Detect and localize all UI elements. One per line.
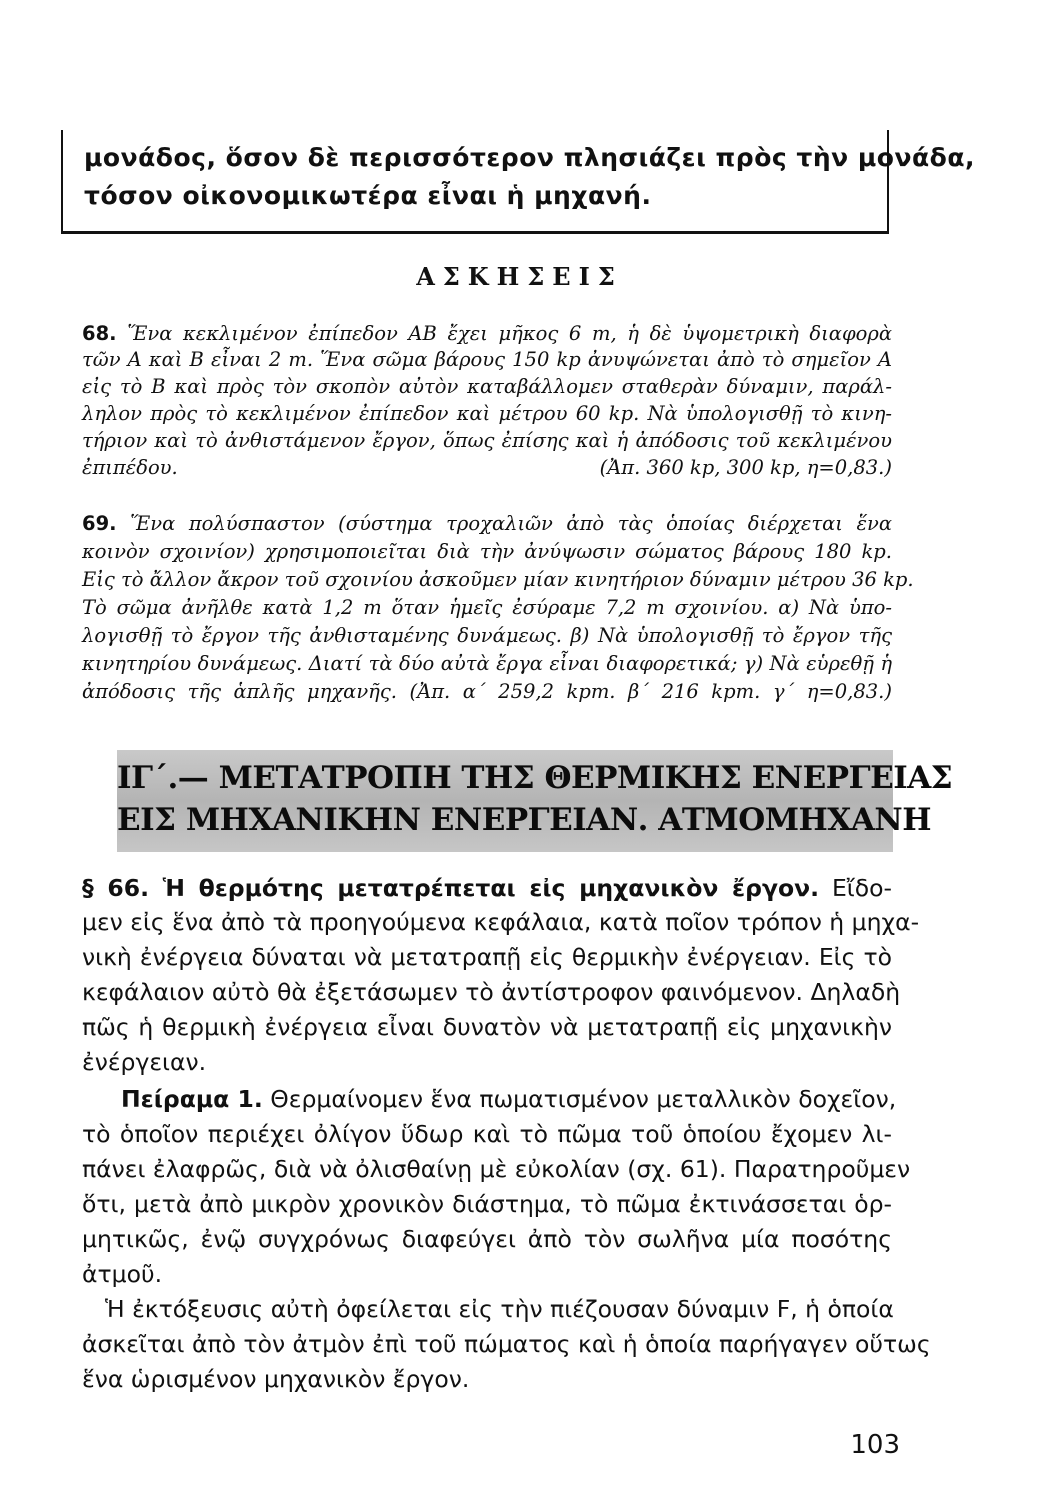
- exercise-69-line: λογισθῇ τὸ ἔργον τῆς ἀνθισταμένης δυνάμεως. β) Νὰ ὑπολογισθῇ τὸ ἔργον τῆς: [82, 624, 892, 647]
- section-66-line: πῶς ἡ θερμικὴ ἐνέργεια εἶναι δυνατὸν νὰ μετατραπῇ εἰς μηχανικὴν: [82, 1013, 892, 1041]
- exercise-68-line: τήριον καὶ τὸ ἀνθιστάμενον ἔργον, ὅπως ἐπίσης καὶ ἡ ἀπόδοσις τοῦ κεκλιμένου: [82, 429, 892, 452]
- exercise-69-number: 69.: [82, 512, 117, 535]
- top-box-line-2: τόσον οἰκονομικωτέρα εἶναι ἡ μηχανή.: [84, 181, 652, 210]
- experiment-1-line: πάνει ἐλαφρῶς, διὰ νὰ ὀλισθαίνῃ μὲ εὐκολίαν (σχ. 61). Παρατηροῦμεν: [82, 1155, 911, 1183]
- exercise-68-line: 68. Ἕνα κεκλιμένον ἐπίπεδον ΑΒ ἔχει μῆκος 6 m, ἡ δὲ ὑψομετρικὴ διαφορὰ: [82, 322, 892, 345]
- exercises-heading: ΑΣΚΗΣΕΙΣ: [416, 262, 623, 291]
- experiment-1-line: τὸ ὁποῖον περιέχει ὀλίγον ὕδωρ καὶ τὸ πῶμα τοῦ ὁποίου ἔχομεν λι-: [82, 1120, 892, 1148]
- section-66-line: ἐνέργειαν.: [82, 1048, 207, 1076]
- final-paragraph-line: Ἡ ἐκτόξευσις αὐτὴ ὀφείλεται εἰς τὴν πιέζουσαν δύναμιν F, ἡ ὁποία: [105, 1295, 894, 1323]
- section-66-heading: § 66. Ἡ θερμότης μετατρέπεται εἰς μηχανικὸν ἔργον.: [82, 874, 820, 902]
- exercise-68-line: τῶν Α καὶ Β εἶναι 2 m. Ἕνα σῶμα βάρους 150 kp ἀνυψώνεται ἀπὸ τὸ σημεῖον Α: [82, 348, 892, 371]
- section-66-line: νικὴ ἐνέργεια δύναται νὰ μετατραπῇ εἰς θερμικὴν ἐνέργειαν. Εἰς τὸ: [82, 943, 892, 971]
- exercise-68-last-line: ἐπιπέδου. (Ἀπ. 360 kp, 300 kp, η=0,83.): [82, 456, 892, 479]
- exercise-68-line: ληλον πρὸς τὸ κεκλιμένον ἐπίπεδον καὶ μέτρου 60 kp. Νὰ ὑπολογισθῇ τὸ κινη-: [82, 402, 892, 425]
- chapter-title-line-2: ΕΙΣ ΜΗΧΑΝΙΚΗΝ ΕΝΕΡΓΕΙΑΝ. ΑΤΜΟΜΗΧΑΝΗ: [117, 802, 932, 838]
- final-paragraph-line: ἀσκεῖται ἀπὸ τὸν ἀτμὸν ἐπὶ τοῦ πώματος καὶ ἡ ὁποία παρήγαγεν οὕτως: [82, 1330, 931, 1358]
- experiment-1-line: ἀτμοῦ.: [82, 1260, 163, 1288]
- section-66-line: μεν εἰς ἕνα ἀπὸ τὰ προηγούμενα κεφάλαια, κατὰ ποῖον τρόπον ἡ μηχα-: [82, 908, 920, 936]
- section-66-line: κεφάλαιον αὐτὸ θὰ ἐξετάσωμεν τὸ ἀντίστροφον φαινόμενον. Δηλαδὴ: [82, 978, 901, 1006]
- experiment-1-line: Πείραμα 1. Θερμαίνομεν ἕνα πωματισμένον μεταλλικὸν δοχεῖον,: [121, 1085, 897, 1113]
- page-number: 103: [850, 1430, 900, 1460]
- exercise-69-line: ἀπόδοσις τῆς ἁπλῆς μηχανῆς. (Ἀπ. α΄ 259,2 kpm. β΄ 216 kpm. γ΄ η=0,83.): [82, 680, 892, 703]
- exercise-68-answer: (Ἀπ. 360 kp, 300 kp, η=0,83.): [599, 456, 892, 479]
- experiment-1-line: μητικῶς, ἐνῷ συγχρόνως διαφεύγει ἀπὸ τὸν σωλῆνα μία ποσότης: [82, 1225, 892, 1253]
- final-paragraph-line: ἕνα ὡρισμένον μηχανικὸν ἔργον.: [82, 1365, 470, 1393]
- chapter-banner: [117, 750, 953, 852]
- experiment-1-label: Πείραμα 1.: [121, 1085, 263, 1113]
- exercise-69-line: 69. Ἕνα πολύσπαστον (σύστημα τροχαλιῶν ἀπὸ τὰς ὁποίας διέρχεται ἕνα: [82, 512, 892, 535]
- exercise-68-number: 68.: [82, 322, 117, 345]
- exercise-69-line: κινητηρίου δυνάμεως. Διατί τὰ δύο αὐτὰ ἔργα εἶναι διαφορετικά; γ) Νὰ εὑρεθῇ ἡ: [82, 652, 892, 675]
- top-box-line-1: μονάδος, ὅσον δὲ περισσότερον πλησιάζει πρὸς τὴν μονάδα,: [84, 143, 976, 172]
- exercise-69-line: κοινὸν σχοινίον) χρησιμοποιεῖται διὰ τὴν ἀνύψωσιν σώματος βάρους 180 kp.: [82, 540, 892, 563]
- chapter-title-line-1: ΙΓ΄.— ΜΕΤΑΤΡΟΠΗ ΤΗΣ ΘΕΡΜΙΚΗΣ ΕΝΕΡΓΕΙΑΣ: [117, 760, 953, 796]
- exercise-69-line: Τὸ σῶμα ἀνῆλθε κατὰ 1,2 m ὅταν ἡμεῖς ἐσύραμε 7,2 m σχοινίου. α) Νὰ ὑπο-: [82, 596, 892, 619]
- section-66-line: § 66. Ἡ θερμότης μετατρέπεται εἰς μηχανικὸν ἔργον. Εἴδο-: [82, 874, 892, 902]
- exercise-69-line: Εἰς τὸ ἄλλον ἄκρον τοῦ σχοινίου ἀσκοῦμεν μίαν κινητήριον δύναμιν μέτρου 36 kp.: [82, 568, 914, 591]
- exercise-68-line: εἰς τὸ Β καὶ πρὸς τὸν σκοπὸν αὐτὸν καταβάλλομεν σταθερὰν δύναμιν, παράλ-: [82, 375, 892, 398]
- experiment-1-line: ὅτι, μετὰ ἀπὸ μικρὸν χρονικὸν διάστημα, τὸ πῶμα ἐκτινάσσεται ὁρ-: [82, 1190, 892, 1218]
